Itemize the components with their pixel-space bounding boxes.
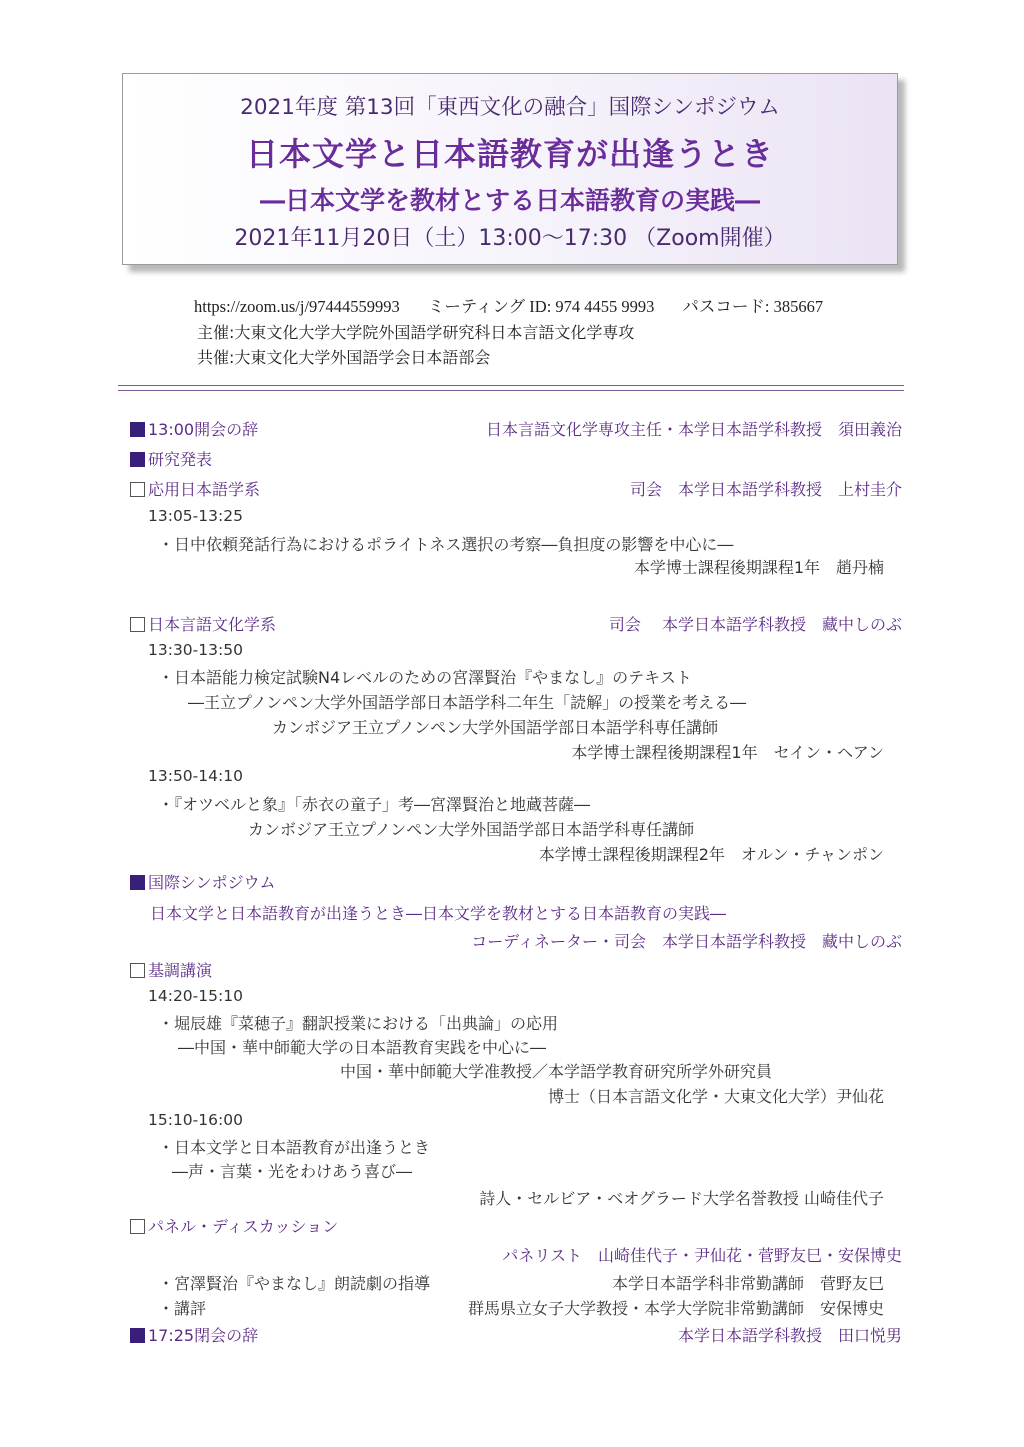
divider bbox=[118, 390, 904, 391]
applied-section-row bbox=[0, 477, 1024, 501]
symposium-series: 2021年度 第13回「東西文化の融合」国際シンポジウム bbox=[240, 95, 780, 120]
keynote-heading bbox=[0, 958, 1024, 982]
opening-label: 13:00開会の辞 bbox=[148, 420, 259, 439]
open-square-icon bbox=[130, 482, 145, 497]
talk-subtitle: ―声・言葉・光をわけあう喜び― bbox=[172, 1162, 413, 1181]
research-label: 研究発表 bbox=[148, 450, 213, 469]
closing-person: 本学日本語学科教授 田口悦男 bbox=[677, 1326, 902, 1345]
talk-subtitle: ―王立プノンペン大学外国語学部日本語学科二年生「読解」の授業を考える― bbox=[188, 693, 747, 712]
speaker: 本学博士課程後期課程1年 趙丹楠 bbox=[633, 558, 884, 577]
talk-title: ・堀辰雄『菜穂子』翻訳授業における「出典論」の応用 bbox=[158, 1014, 559, 1033]
time-slot: 13:30-13:50 bbox=[148, 641, 243, 659]
open-square-icon bbox=[130, 963, 145, 978]
speaker: 博士（日本言語文化学・大東文化大学）尹仙花 bbox=[547, 1087, 884, 1106]
speaker-affiliation: カンボジア王立プノンペン大学外国語学部日本語学科専任講師 bbox=[248, 820, 695, 839]
speaker-affiliation: 中国・華中師範大学准教授／本学語学教育研究所学外研究員 bbox=[340, 1062, 773, 1081]
culture-chair: 司会 本学日本語学科教授 藏中しのぶ bbox=[608, 615, 902, 634]
panel-item-person: 本学日本語学科非常勤講師 菅野友巳 bbox=[611, 1274, 884, 1293]
passcode: パスコード: 385667 bbox=[682, 297, 824, 316]
culture-label: 日本言語文化学系 bbox=[148, 615, 277, 634]
keynote-label: 基調講演 bbox=[148, 961, 213, 980]
filled-square-icon bbox=[130, 1328, 145, 1343]
closing-label: 17:25閉会の辞 bbox=[148, 1326, 259, 1345]
talk-title: ・日本文学と日本語教育が出逢うとき bbox=[158, 1138, 431, 1157]
talk-subtitle: ―中国・華中師範大学の日本語教育実践を中心に― bbox=[178, 1038, 547, 1057]
page-subtitle: ―日本文学を教材とする日本語教育の実践― bbox=[259, 186, 760, 215]
speaker-affiliation: カンボジア王立プノンペン大学外国語学部日本語学科専任講師 bbox=[272, 718, 719, 737]
opening-row bbox=[0, 417, 1024, 441]
applied-label: 応用日本語学系 bbox=[148, 480, 261, 499]
research-heading bbox=[0, 447, 1024, 471]
applied-chair: 司会 本学日本語学科教授 上村圭介 bbox=[629, 480, 902, 499]
panel-item-person: 群馬県立女子大学教授・本学大学院非常勤講師 安保博史 bbox=[467, 1299, 884, 1318]
filled-square-icon bbox=[130, 875, 145, 890]
open-square-icon bbox=[130, 1219, 145, 1234]
panelists: パネリスト 山崎佳代子・尹仙花・菅野友巳・安保博史 bbox=[502, 1246, 902, 1265]
symposium-label: 国際シンポジウム bbox=[148, 873, 276, 892]
event-date: 2021年11月20日（土）13:00～17:30 （Zoom開催） bbox=[234, 226, 786, 251]
time-slot: 14:20-15:10 bbox=[148, 987, 243, 1005]
zoom-info bbox=[194, 293, 851, 317]
closing-row bbox=[0, 1323, 1024, 1347]
header-banner bbox=[122, 73, 898, 265]
speaker: 本学博士課程後期課程1年 セイン・ヘアン bbox=[571, 743, 884, 762]
meeting-id: ミーティング ID: 974 4455 9993 bbox=[427, 297, 655, 316]
speaker: 詩人・セルビア・ベオグラード大学名誉教授 山崎佳代子 bbox=[479, 1189, 884, 1208]
divider bbox=[118, 385, 904, 386]
symposium-coordinator: コーディネーター・司会 本学日本語学科教授 藏中しのぶ bbox=[471, 932, 902, 951]
panel-item: ・講評 bbox=[158, 1299, 207, 1318]
co-organizer: 共催:大東文化大学外国語学会日本語部会 bbox=[197, 348, 491, 367]
opening-person: 日本言語文化学専攻主任・本学日本語学科教授 須田義治 bbox=[485, 420, 902, 439]
talk-title: ・『オツベルと象』「赤衣の童子」考―宮澤賢治と地蔵菩薩― bbox=[158, 795, 591, 814]
talk-title: ・日中依頼発話行為におけるポライトネス選択の考察―負担度の影響を中心に― bbox=[158, 535, 734, 554]
speaker: 本学博士課程後期課程2年 オルン・チャンポン bbox=[538, 845, 884, 864]
time-slot: 15:10-16:00 bbox=[148, 1111, 243, 1129]
panel-heading bbox=[0, 1214, 1024, 1238]
culture-section-row bbox=[0, 612, 1024, 636]
organizer: 主催:大東文化大学大学院外国語学研究科日本言語文化学専攻 bbox=[197, 323, 635, 342]
filled-square-icon bbox=[130, 422, 145, 437]
open-square-icon bbox=[130, 617, 145, 632]
panel-label: パネル・ディスカッション bbox=[148, 1217, 339, 1236]
talk-title: ・日本語能力検定試験N4レベルのための宮澤賢治『やまなし』のテキスト bbox=[158, 668, 692, 687]
panel-item: ・宮澤賢治『やまなし』朗読劇の指導 bbox=[158, 1274, 431, 1293]
time-slot: 13:05-13:25 bbox=[148, 507, 243, 525]
symposium-theme: 日本文学と日本語教育が出逢うとき―日本文学を教材とする日本語教育の実践― bbox=[150, 904, 727, 923]
zoom-url-link[interactable]: https://zoom.us/j/97444559993 bbox=[194, 297, 400, 316]
filled-square-icon bbox=[130, 452, 145, 467]
time-slot: 13:50-14:10 bbox=[148, 767, 243, 785]
page-title: 日本文学と日本語教育が出逢うとき bbox=[245, 135, 774, 173]
symposium-heading bbox=[0, 870, 1024, 894]
